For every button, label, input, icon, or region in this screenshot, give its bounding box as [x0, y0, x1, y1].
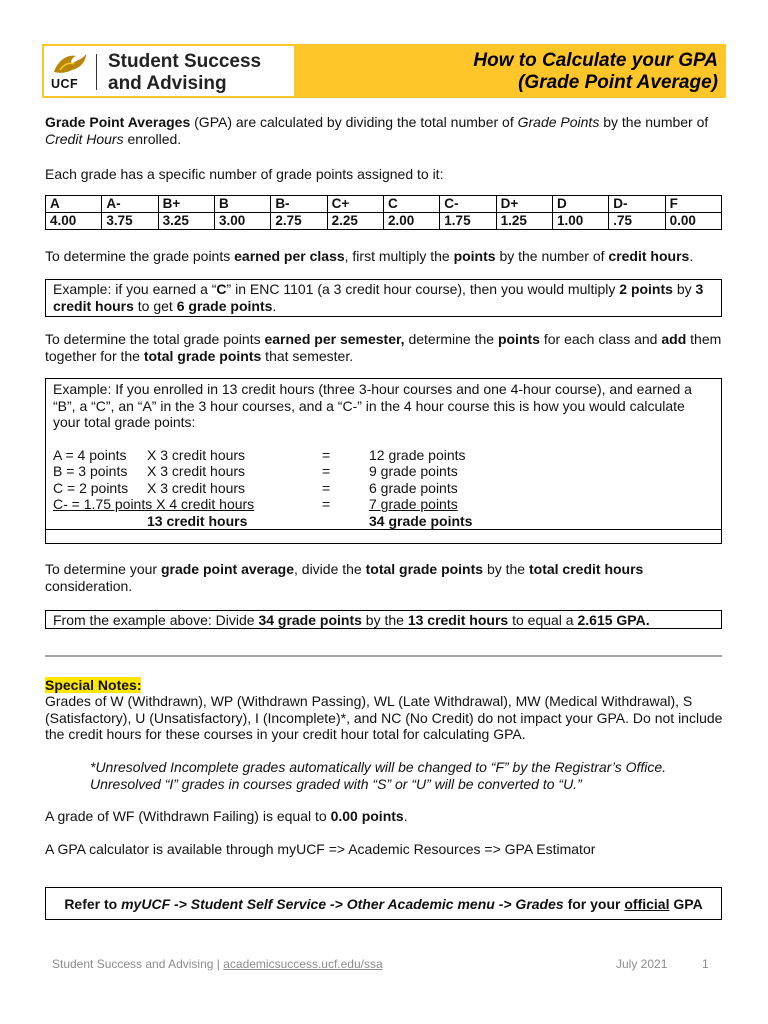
grade-letter-row	[46, 196, 722, 213]
ex1-bold-4: 6 grade points	[176, 297, 273, 314]
calc-result-underlined: 7 grade points	[369, 496, 458, 513]
per-sem-text-4: them together for the	[45, 331, 722, 364]
gpa-calculator-text: A GPA calculator is available through myUCF => Academic Resources => GPA Estimator	[45, 841, 596, 857]
brand-name	[108, 51, 261, 95]
calc-hours: X 3 credit hours	[147, 446, 246, 463]
refer-box	[45, 887, 722, 920]
section-divider	[45, 655, 722, 657]
calc-row	[53, 480, 714, 497]
wf-bold-1: 0.00 points	[330, 808, 404, 824]
ex1-text-3: by	[672, 281, 696, 297]
per-sem-bold-2: points	[497, 331, 540, 347]
intro-term: Grade Point Averages	[45, 114, 191, 130]
grade-points-cell: 3.00	[214, 213, 270, 230]
example-per-class-box	[45, 279, 722, 317]
calc-grade: A = 4 points	[53, 446, 127, 463]
calc-grade: C = 2 points	[53, 479, 129, 496]
example-gpa-box	[45, 610, 722, 629]
grade-letter-cell: D+	[496, 196, 552, 213]
ex3-bold-3: 2.615 GPA.	[577, 612, 650, 628]
ex3-bold-2: 13 credit hours	[407, 612, 509, 628]
brand-line-2: and Advising	[108, 73, 227, 94]
each-grade-text: Each grade has a specific number of grade points assigned to it:	[45, 166, 444, 182]
example-box-divider	[46, 529, 721, 530]
calc-hours: X 4 credit hours	[156, 496, 255, 513]
grade-letter-cell: A	[46, 196, 102, 213]
per-semester-paragraph	[45, 331, 725, 364]
calc-row	[53, 447, 714, 464]
title-line-2: (Grade Point Average)	[518, 72, 718, 93]
gpa-bold-2: total grade points	[365, 561, 484, 577]
intro-text-2: by the number of	[599, 114, 709, 130]
pegasus-icon	[50, 50, 90, 76]
logo-divider	[96, 54, 97, 90]
calculation-rows	[53, 447, 714, 513]
per-class-text-2: , first multiply the	[344, 248, 454, 264]
gpa-text-4b: consideration.	[45, 577, 133, 594]
grade-points-cell: 1.00	[552, 213, 608, 230]
grade-points-cell: 2.75	[271, 213, 327, 230]
gpa-bold-3: total credit hours	[528, 561, 644, 577]
ex1-text-4: to get	[133, 297, 177, 314]
calc-result	[369, 496, 714, 513]
ex1-text-2: ” in ENC 1101 (a 3 credit hour course), then you would multiply	[226, 281, 620, 297]
calc-hours: X 3 credit hours	[147, 463, 246, 480]
refer-official: official	[624, 896, 670, 912]
grade-letter-cell: C	[383, 196, 439, 213]
calc-equals: =	[322, 479, 331, 496]
ex1-text-1: Example: if you earned a “	[53, 281, 217, 297]
gpa-text-3: by the	[483, 561, 529, 577]
grade-letter-cell: D	[552, 196, 608, 213]
calc-row	[53, 463, 714, 480]
calc-total-row	[53, 513, 714, 530]
intro-text-3: enrolled.	[123, 130, 182, 147]
footer-date: July 2021	[616, 957, 668, 971]
special-notes-body: Grades of W (Withdrawn), WP (Withdrawn Passing), WL (Late Withdrawal), MW (Medical Withdrawal), S (Satisfactory), U (Unsatisfactory), I (Incomplete)*, and NC (No Credit) do not impact your GPA. Do not include the credit hours for these courses in your credit hour total for calculating GPA.	[45, 693, 723, 742]
per-sem-text-5: that semester.	[261, 347, 354, 364]
calc-hours: X 3 credit hours	[147, 479, 246, 496]
grade-letter-cell: B	[214, 196, 270, 213]
per-sem-text-1: To determine the total grade points	[45, 331, 265, 347]
refer-text-2: for your	[563, 896, 625, 912]
gpa-average-paragraph	[45, 561, 725, 594]
example-per-semester-box	[45, 378, 722, 544]
incomplete-note-1: *Unresolved Incomplete grades automatically will be changed to “F” by the Registrar’s Office.	[90, 759, 667, 775]
ucf-logo	[44, 46, 294, 96]
grade-letter-cell: D-	[609, 196, 665, 213]
grade-letter-cell: C+	[327, 196, 383, 213]
footer-link[interactable]: academicsuccess.ucf.edu/ssa	[223, 957, 383, 971]
calc-equals: =	[322, 463, 331, 480]
grade-points-cell: 3.75	[102, 213, 158, 230]
per-sem-text-3: for each class and	[539, 331, 662, 347]
ex1-bold-2: 2 points	[619, 281, 673, 297]
ex3-bold-1: 34 grade points	[258, 612, 362, 628]
ex1-text-5: .	[272, 297, 277, 314]
grade-points-cell: 2.25	[327, 213, 383, 230]
calc-equals: =	[322, 496, 331, 513]
per-class-text-3: by the number of	[495, 248, 609, 264]
intro-grade-points: Grade Points	[517, 114, 600, 130]
grade-letter-cell: A-	[102, 196, 158, 213]
ucf-wordmark: UCF	[51, 77, 79, 91]
per-class-paragraph	[45, 248, 725, 265]
grade-letter-cell: F	[665, 196, 721, 213]
ex3-text-3: to equal a	[508, 612, 578, 628]
footer-page-number: 1	[702, 957, 709, 971]
per-class-bold-3: credit hours	[608, 248, 690, 264]
wf-text-2: .	[403, 808, 408, 824]
grade-points-cell: 4.00	[46, 213, 102, 230]
grade-points-row	[46, 213, 722, 230]
calc-result: 12 grade points	[369, 446, 466, 463]
incomplete-note	[90, 759, 720, 792]
gpa-bold-1: grade point average	[160, 561, 294, 577]
calc-grade-hours	[53, 496, 322, 513]
wf-paragraph	[45, 808, 725, 825]
incomplete-note-2: Unresolved “I” grades in courses graded with “S” or “U” will be converted to “U.”	[90, 775, 582, 792]
calc-result: 9 grade points	[369, 463, 458, 480]
grade-points-cell: 1.25	[496, 213, 552, 230]
special-notes-heading-line	[45, 677, 725, 694]
gpa-text-2: , divide the	[294, 561, 366, 577]
calc-total-points: 34 grade points	[369, 512, 473, 529]
brand-line-1: Student Success	[108, 51, 262, 72]
title-line-1: How to Calculate your GPA	[473, 50, 718, 71]
refer-text	[46, 888, 721, 913]
ex1-bold-1: C	[216, 281, 227, 297]
wf-text-1: A grade of WF (Withdrawn Failing) is equal to	[45, 808, 331, 824]
grade-letter-cell: C-	[440, 196, 496, 213]
grade-letter-cell: B-	[271, 196, 327, 213]
footer	[52, 956, 712, 973]
gpa-text-1: To determine your	[45, 561, 161, 577]
per-class-text-4: .	[689, 248, 694, 264]
document-title	[473, 50, 718, 94]
calc-grade: B = 3 points	[53, 463, 128, 480]
ex3-text-2: by the	[361, 612, 408, 628]
refer-path: myUCF -> Student Self Service -> Other Academic menu -> Grades	[121, 896, 564, 912]
calc-total-spacer	[53, 513, 147, 530]
per-sem-bold-3: add	[661, 331, 687, 347]
per-class-bold-1: earned per class	[234, 248, 345, 264]
special-notes-heading: Special Notes:	[45, 677, 142, 693]
grade-points-cell: 2.00	[383, 213, 439, 230]
per-class-text-1: To determine the grade points	[45, 248, 235, 264]
grade-points-cell: .75	[609, 213, 665, 230]
per-sem-text-2: determine the	[404, 331, 498, 347]
calc-total-eq-spacer	[322, 513, 369, 530]
calc-total-hours: 13 credit hours	[147, 512, 248, 529]
grade-points-cell: 1.75	[440, 213, 496, 230]
calc-row	[53, 496, 714, 513]
intro-text-1: (GPA) are calculated by dividing the total number of	[190, 114, 518, 130]
intro-paragraph	[45, 114, 725, 147]
grade-points-table	[45, 195, 722, 230]
grade-points-cell: 3.25	[158, 213, 214, 230]
ex2-intro: Example: If you enrolled in 13 credit hours (three 3-hour courses and one 4-hour course), and earned a “B”, a “C”, an “A” in the 3 hour courses, and a “C-” in the 4 hour course this is how you would calculate your total grade points:	[53, 381, 692, 430]
grade-points-cell: 0.00	[665, 213, 721, 230]
ex3-text-1: From the example above: Divide	[53, 612, 259, 628]
per-sem-bold-1: earned per semester,	[264, 331, 405, 347]
ex1-bold-3: 3 credit hours	[53, 281, 704, 314]
calc-result: 6 grade points	[369, 479, 458, 496]
footer-org: Student Success and Advising |	[52, 957, 224, 971]
per-class-bold-2: points	[453, 248, 496, 264]
grade-letter-cell: B+	[158, 196, 214, 213]
calc-equals: =	[322, 446, 331, 463]
calc-grade: C- = 1.75 points	[53, 496, 153, 513]
refer-text-3: GPA	[669, 896, 703, 912]
per-sem-bold-4: total grade points	[143, 347, 262, 364]
intro-credit-hours: Credit Hours	[45, 130, 124, 147]
refer-text-1: Refer to	[64, 896, 122, 912]
header-banner	[42, 44, 726, 98]
